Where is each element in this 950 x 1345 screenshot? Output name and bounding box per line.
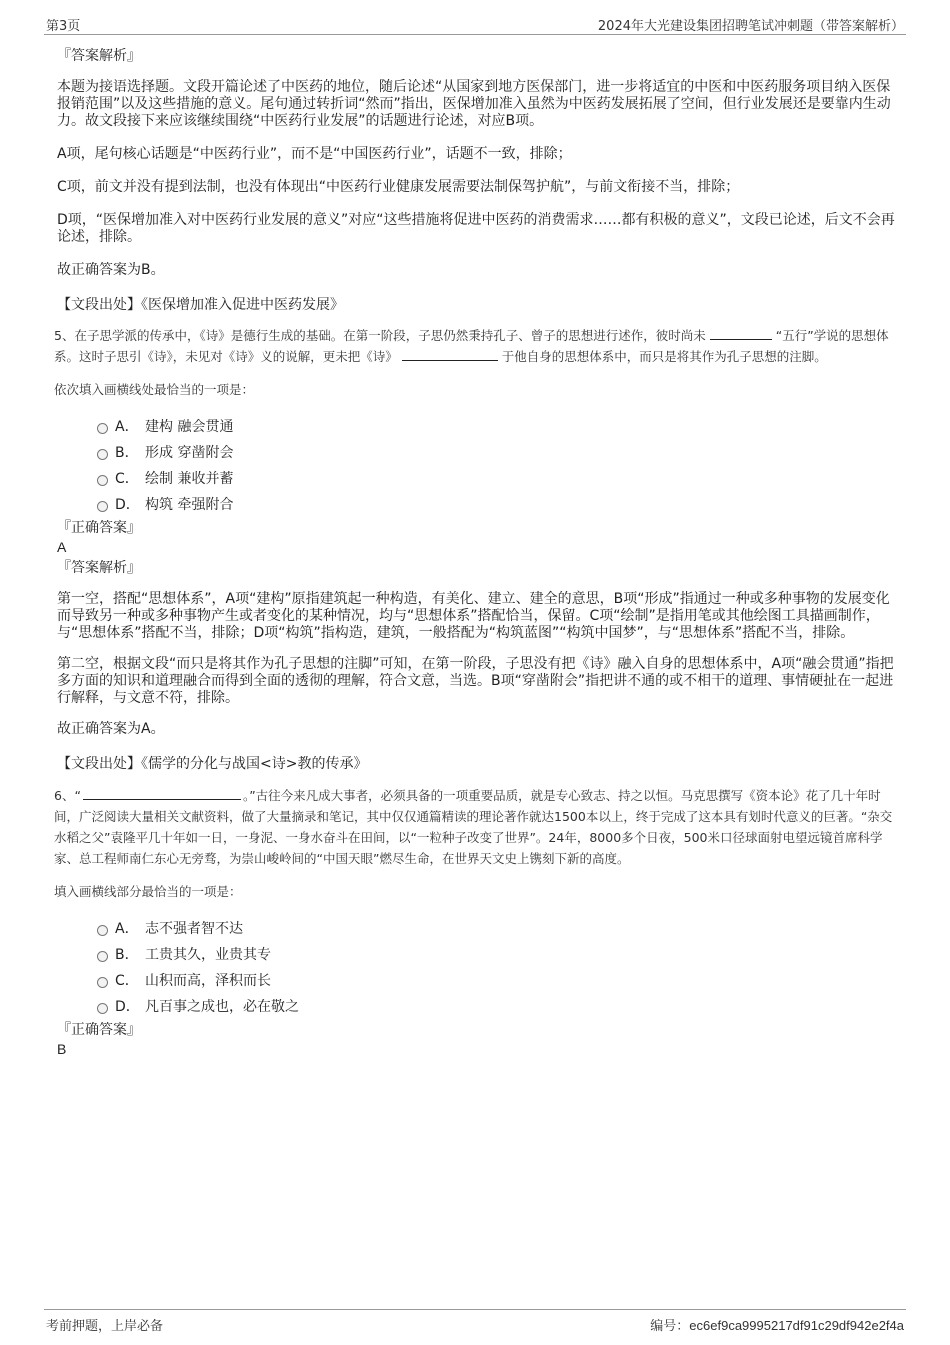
analysis-label: 『答案解析』 bbox=[57, 560, 141, 576]
options-list bbox=[57, 414, 895, 518]
analysis-label: 『答案解析』 bbox=[57, 48, 141, 64]
conclusion: 故正确答案为B。 bbox=[57, 262, 165, 278]
option-a[interactable]: A． 志不强者智不达 bbox=[57, 916, 895, 942]
stem-text: “五行”学说的思想体系。这时子思引《诗》，未见对《诗》义的说解，更未把《诗》 bbox=[54, 328, 889, 364]
analysis-paragraph: D项，“医保增加准入对中医药行业发展的意义”对应“这些措施将促进中医药的消费需求……都有积极的意义”，文段已论述，后文不会再论述，排除。 bbox=[57, 212, 895, 245]
source-citation: 【文段出处】《医保增加准入促进中医药发展》 bbox=[57, 297, 344, 313]
page-number: 第3页 bbox=[46, 19, 81, 34]
radio-button[interactable] bbox=[97, 925, 108, 936]
option-d[interactable]: D． 凡百事之成也，必在敬之 bbox=[57, 994, 895, 1020]
radio-button[interactable] bbox=[97, 977, 108, 988]
question-5 bbox=[54, 325, 895, 773]
page-header bbox=[44, 14, 906, 35]
radio-button[interactable] bbox=[97, 423, 108, 434]
stem-text: 。”古往今来凡成大事者，必须具备的一项重要品质，就是专心致志、持之以恒。马克思撰写《资本论》花了几十年时间，广泛阅读大量相关文献资料，做了大量摘录和笔记，其中仅仅通篇精读的理论著作就达1500本以上，终于完成了这本具有划时代意义的巨著。“杂交水稻之父”袁隆平几十年如一日，一身泥、一身水奋斗在田间，以“一粒种子改变了世界”。24年，8000多个日夜，500米口径球面射电望远镜首席科学家、总工程师南仁东心无旁骛，为崇山峻岭间的“中国天眼”燃尽生命，在世界天文史上镌刻下新的高度。 bbox=[54, 788, 893, 866]
footer-slogan: 考前押题，上岸必备 bbox=[46, 1319, 164, 1334]
document-title: 2024年大光建设集团招聘笔试冲刺题（带答案解析） bbox=[597, 19, 904, 34]
radio-button[interactable] bbox=[97, 1003, 108, 1014]
analysis-paragraph: 本题为接语选择题。文段开篇论述了中医药的地位，随后论述“从国家到地方医保部门，进一步将适宜的中医和中医药服务项目纳入医保报销范围”以及这些措施的意义。尾句通过转折词“然而”指出，医保增加准入虽然为中医药发展拓展了空间，但行业发展还是要靠内生动力。故文段接下来应该继续围绕“中医药行业发展”的话题进行论述，对应B项。 bbox=[57, 79, 891, 129]
question-4-analysis bbox=[57, 48, 895, 314]
stem-text: 于他自身的思想体系中，而只是将其作为孔子思想的注脚。 bbox=[501, 349, 827, 364]
radio-button[interactable] bbox=[97, 501, 108, 512]
analysis-paragraph: 第二空，根据文段“而只是将其作为孔子思想的注脚”可知，在第一阶段，子思没有把《诗》融入自身的思想体系中，A项“融会贯通”指把多方面的知识和道理融合而得到全面的透彻的理解，符合文意，当选。B项“穿凿附会”指把讲不通的或不相干的道理、事情硬扯在一起进行解释，与文意不符，排除。 bbox=[57, 656, 894, 706]
analysis-paragraph: A项，尾句核心话题是“中医药行业”，而不是“中国医药行业”，话题不一致，排除； bbox=[57, 146, 572, 162]
fill-blank bbox=[402, 347, 498, 361]
correct-answer: A bbox=[57, 539, 67, 555]
options-list bbox=[57, 916, 895, 1020]
fill-blank bbox=[710, 326, 772, 340]
source-citation: 【文段出处】《儒学的分化与战国<诗>教的传承》 bbox=[57, 756, 368, 772]
question-instruction: 填入画横线部分最恰当的一项是： bbox=[54, 884, 242, 899]
correct-answer-label: 『正确答案』 bbox=[57, 520, 141, 536]
option-c[interactable]: C． 山积而高，泽积而长 bbox=[57, 968, 895, 994]
radio-button[interactable] bbox=[97, 951, 108, 962]
question-stem bbox=[54, 785, 895, 869]
question-stem bbox=[54, 325, 895, 367]
option-b[interactable]: B． 形成 穿凿附会 bbox=[57, 440, 895, 466]
radio-button[interactable] bbox=[97, 475, 108, 486]
correct-answer-label: 『正确答案』 bbox=[57, 1022, 141, 1038]
option-c[interactable]: C． 绘制 兼收并蓄 bbox=[57, 466, 895, 492]
analysis-paragraph: C项，前文并没有提到法制，也没有体现出“中医药行业健康发展需要法制保驾护航”，与前文衔接不当，排除； bbox=[57, 179, 740, 195]
option-d[interactable]: D． 构筑 牵强附合 bbox=[57, 492, 895, 518]
correct-answer: B bbox=[57, 1041, 67, 1057]
analysis-paragraph: 第一空，搭配“思想体系”，A项“建构”原指建筑起一种构造，有美化、建立、建全的意思，B项“形成”指通过一种或多种事物的发展变化而导致另一种或多种事物产生或者变化的某种情况，均与“思想体系”搭配恰当，保留。C项“绘制”是指用笔或其他绘图工具描画制作，与“思想体系”搭配不当，排除；D项“构筑”指构造，建筑，一般搭配为“构筑蓝图”“构筑中国梦”，与“思想体系”搭配不当，排除。 bbox=[57, 591, 890, 641]
page-content bbox=[54, 42, 895, 1058]
question-6 bbox=[54, 785, 895, 1058]
conclusion: 故正确答案为A。 bbox=[57, 721, 165, 737]
option-b[interactable]: B． 工贵其久，业贵其专 bbox=[57, 942, 895, 968]
fill-blank bbox=[83, 786, 241, 800]
stem-text: 5、在子思学派的传承中，《诗》是德行生成的基础。在第一阶段，子思仍然秉持孔子、曾子的思想进行述作，彼时尚未 bbox=[54, 328, 706, 343]
question-instruction: 依次填入画横线处最恰当的一项是： bbox=[54, 382, 255, 397]
page-footer bbox=[44, 1309, 906, 1334]
stem-text: 6、“ bbox=[54, 788, 81, 803]
radio-button[interactable] bbox=[97, 449, 108, 460]
document-code: 编号：ec6ef9ca9995217df91c29df942e2f4a bbox=[650, 1318, 904, 1333]
option-a[interactable]: A． 建构 融会贯通 bbox=[57, 414, 895, 440]
